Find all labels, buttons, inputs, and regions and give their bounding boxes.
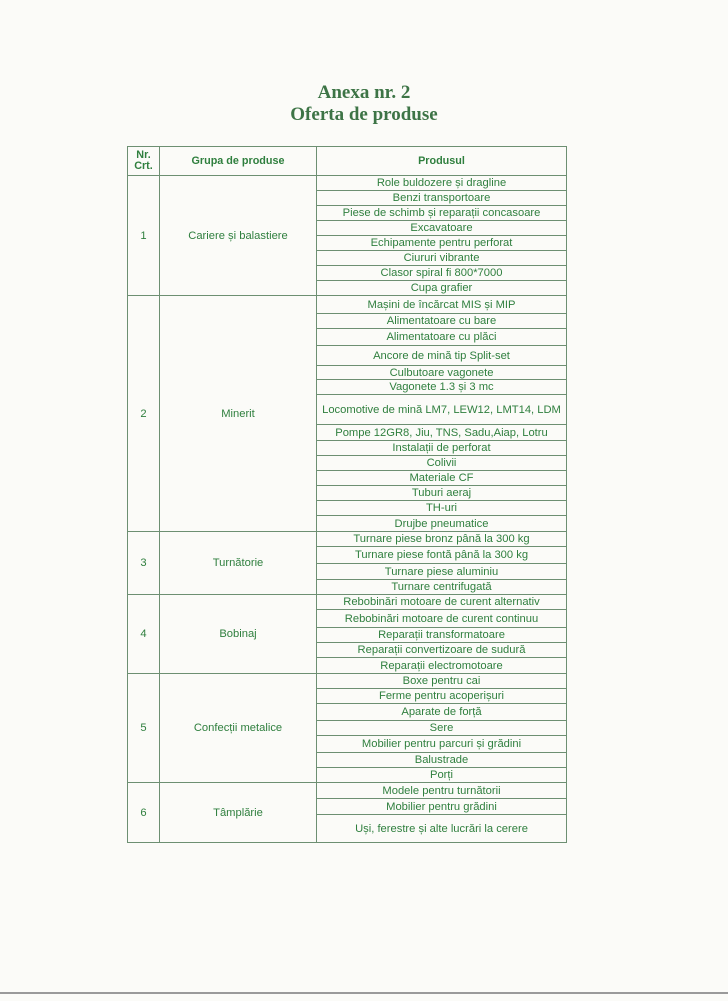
group-name: Turnătorie: [160, 532, 317, 595]
table-row: [128, 532, 567, 547]
table-row: [128, 783, 567, 799]
product-cell: Cupa grafier: [317, 281, 567, 296]
product-cell: Excavatoare: [317, 221, 567, 236]
header-group: Grupa de produse: [160, 147, 317, 176]
product-cell: Piese de schimb și reparații concasoare: [317, 206, 567, 221]
product-cell: Modele pentru turnătorii: [317, 783, 567, 799]
header-product: Produsul: [317, 147, 567, 176]
product-cell: Materiale CF: [317, 471, 567, 486]
product-cell: Alimentatoare cu plăci: [317, 329, 567, 346]
product-cell: Ancore de mină tip Split-set: [317, 346, 567, 366]
table-body: [128, 176, 567, 843]
scan-edge-line: [0, 992, 728, 994]
product-cell: Culbutoare vagonete: [317, 366, 567, 380]
product-cell: Mobilier pentru grădini: [317, 799, 567, 815]
product-cell: Mașini de încărcat MIS și MIP: [317, 296, 567, 314]
product-cell: Sere: [317, 721, 567, 736]
product-cell: Reparații convertizoare de sudură: [317, 643, 567, 658]
document-subtitle: Oferta de produse: [290, 104, 438, 125]
product-cell: Vagonete 1.3 și 3 mc: [317, 380, 567, 395]
group-name: Bobinaj: [160, 595, 317, 674]
product-cell: Drujbe pneumatice: [317, 516, 567, 532]
product-cell: Reparații electromotoare: [317, 658, 567, 674]
table-row: [128, 595, 567, 610]
products-table: [127, 146, 567, 843]
group-number: 6: [128, 783, 160, 843]
header-nr: Nr. Crt.: [128, 147, 160, 176]
product-cell: Turnare piese bronz până la 300 kg: [317, 532, 567, 547]
product-cell: Ciururi vibrante: [317, 251, 567, 266]
group-number: 1: [128, 176, 160, 296]
product-cell: Aparate de forță: [317, 704, 567, 721]
product-cell: Porți: [317, 768, 567, 783]
group-number: 2: [128, 296, 160, 532]
group-number: 3: [128, 532, 160, 595]
group-name: Cariere și balastiere: [160, 176, 317, 296]
product-cell: Alimentatoare cu bare: [317, 314, 567, 329]
product-cell: Pompe 12GR8, Jiu, TNS, Sadu,Aiap, Lotru: [317, 425, 567, 441]
product-cell: Rebobinări motoare de curent alternativ: [317, 595, 567, 610]
document-title: Anexa nr. 2: [317, 82, 411, 103]
product-cell: Locomotive de mină LM7, LEW12, LMT14, LDM: [317, 395, 567, 425]
product-cell: Role buldozere și dragline: [317, 176, 567, 191]
table-row: [128, 176, 567, 191]
product-cell: Ferme pentru acoperișuri: [317, 689, 567, 704]
group-name: Minerit: [160, 296, 317, 532]
product-cell: Mobilier pentru parcuri și grădini: [317, 736, 567, 753]
product-cell: Instalații de perforat: [317, 441, 567, 456]
product-cell: Rebobinări motoare de curent continuu: [317, 610, 567, 628]
product-cell: Tuburi aeraj: [317, 486, 567, 501]
table-row: [128, 674, 567, 689]
table-row: [128, 296, 567, 314]
product-cell: Turnare piese fontă până la 300 kg: [317, 547, 567, 564]
group-number: 5: [128, 674, 160, 783]
product-cell: Turnare piese aluminiu: [317, 564, 567, 580]
product-cell: Colivii: [317, 456, 567, 471]
product-cell: Benzi transportoare: [317, 191, 567, 206]
product-cell: Balustrade: [317, 753, 567, 768]
product-cell: Boxe pentru cai: [317, 674, 567, 689]
product-cell: Echipamente pentru perforat: [317, 236, 567, 251]
product-cell: Uși, ferestre și alte lucrări la cerere: [317, 815, 567, 843]
group-name: Tâmplărie: [160, 783, 317, 843]
product-cell: TH-uri: [317, 501, 567, 516]
product-cell: Turnare centrifugată: [317, 580, 567, 595]
product-cell: Clasor spiral fi 800*7000: [317, 266, 567, 281]
group-number: 4: [128, 595, 160, 674]
product-cell: Reparații transformatoare: [317, 628, 567, 643]
group-name: Confecții metalice: [160, 674, 317, 783]
table-header-row: [128, 147, 567, 176]
